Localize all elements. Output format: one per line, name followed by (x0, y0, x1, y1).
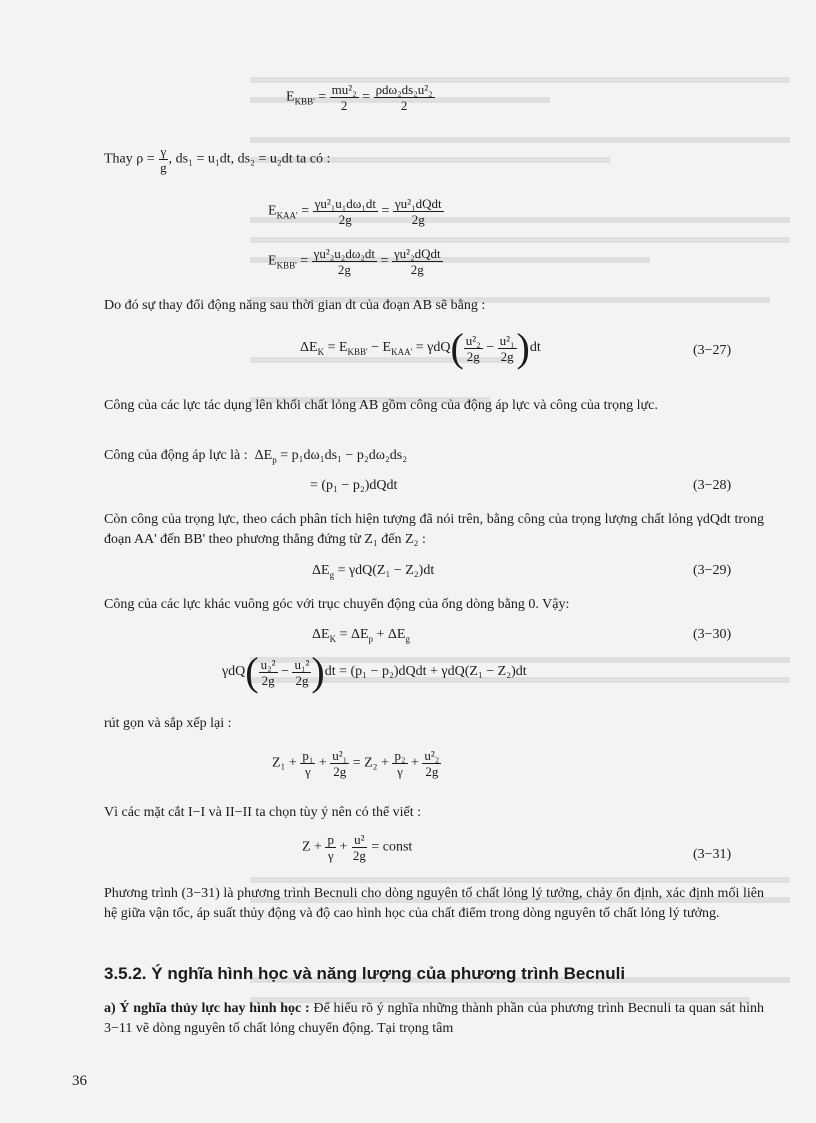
equation-number: (3−28) (693, 478, 732, 493)
equation-number: (3−27) (693, 343, 732, 358)
substitution-line: Thay ρ = $\frac{\gamma}{g}$ , ds₁ = u₁dt, ds₂ = u₂dt ta có : (104, 144, 331, 175)
equation-number: (3−31) (693, 847, 732, 862)
section-heading: 3.5.2. Ý nghĩa hình học và năng lượng của phương trình Becnuli (104, 964, 626, 983)
paragraph-arbitrary-sections: Vì các mặt cắt I−I và II−II ta chọn tùy ý nên có thể viết : (104, 805, 422, 820)
paragraph-gravity-work: Còn công của trọng lực, theo cách phân tích hiện tượng đã nói trên, bằng công của trọng lượng chất lỏng γdQdt trong đoạn AA' đến BB' theo phương thẳng đứng từ Z₁ đến Z₂ : (104, 512, 764, 547)
paragraph-bernoulli-statement: Phương trình (3−31) là phương trình Becnuli cho dòng nguyên tố chất lỏng lý tưởng, chảy ổn định, xác định mối liên hệ giữa vận tốc, áp suất thủy động và độ cao hình học của chất điểm trong dòng nguyên tố chất lỏng lý tưởng. (104, 886, 764, 921)
equation-ekbb: $E_{KBB'}$ = $\frac{\text{γu²₂u₂dω₂dt}}{2g}$ = $\frac{\text{γu²₂dQdt}}{2g}$ (268, 246, 441, 277)
equation-ekaa: $E_{KAA'}$ = $\frac{\text{γu²₁u₁dω₁dt}}{2g}$ = $\frac{\text{γu²₁dQdt}}{2g}$ (268, 196, 442, 227)
paragraph-kinetic-change: Do đó sự thay đổi động năng sau thời gian dt của đoạn AB sẽ bằng : (104, 298, 486, 313)
equation-ekbb-kinetic: $E_{KBB'}$ = $\frac{\text{mu²₂}}{2}$ = $\frac{\text{ρdω₂ds₂u²₂}}{2}$ (286, 82, 433, 113)
equation-number: (3−29) (693, 563, 732, 578)
equation-3-31: Z + $\frac{p}{\gamma}$ + $\frac{\text{u²}}{2g}$ = const (302, 832, 413, 863)
paragraph-simplify: rút gọn và sắp xếp lại : (104, 716, 232, 731)
paragraph-perpendicular-forces: Công của các lực khác vuông góc với trục chuyển động của ống dòng bằng 0. Vậy: (104, 597, 570, 612)
page-number: 36 (72, 1073, 87, 1089)
paragraph-hydraulic-meaning: a) Ý nghĩa thủy lực hay hình học : Để hiểu rõ ý nghĩa những thành phần của phương trình Becnuli ta quan sát hình 3−11 vẽ dòng nguyên tố chất lỏng chuyển động. Tại trọng tâm (104, 1001, 765, 1036)
equation-3-30-expanded: γdQ( $\frac{\text{u₂²}}{2g}$ − $\frac{\text{u₁²}}{2g}$ )dt = (p₁ − p₂)dQdt + γdQ(Z₁ − Z₂)dt (222, 649, 527, 694)
equation-3-29: $\Delta E_g = \gamma dQ(Z_1 - Z_2)dt$ (312, 563, 435, 580)
equation-bernoulli-sections: Z₁ + $\frac{\text{p₁}}{\gamma}$ + $\frac{\text{u²₁}}{2g}$ = Z₂ + $\frac{\text{p₂}}{\gamma}$ + $\frac{\text{u²₂}}{2g}$ (272, 748, 440, 779)
equation-3-27: $\Delta E_K = E_{KBB'} - E_{KAA'} = \gamma dQ$( $\frac{\text{u²₂}}{2g}$ − $\frac{\text{u²₁}}{2g}$ )dt (300, 325, 541, 370)
equation-3-28-line2: = (p₁ − p₂)dQdt (310, 478, 398, 493)
equation-3-28-line1: Công của động áp lực là : $\Delta E_p = p_1d\omega_1ds_1 - p_2d\omega_2ds_2$ (104, 448, 408, 465)
paragraph-work-forces: Công của các lực tác dụng lên khối chất lỏng AB gồm công của động áp lực và công của trọng lực. (104, 398, 658, 413)
equation-3-30: $\Delta E_K = \Delta E_p + \Delta E_g$ (312, 627, 410, 644)
equation-number: (3−30) (693, 627, 732, 642)
